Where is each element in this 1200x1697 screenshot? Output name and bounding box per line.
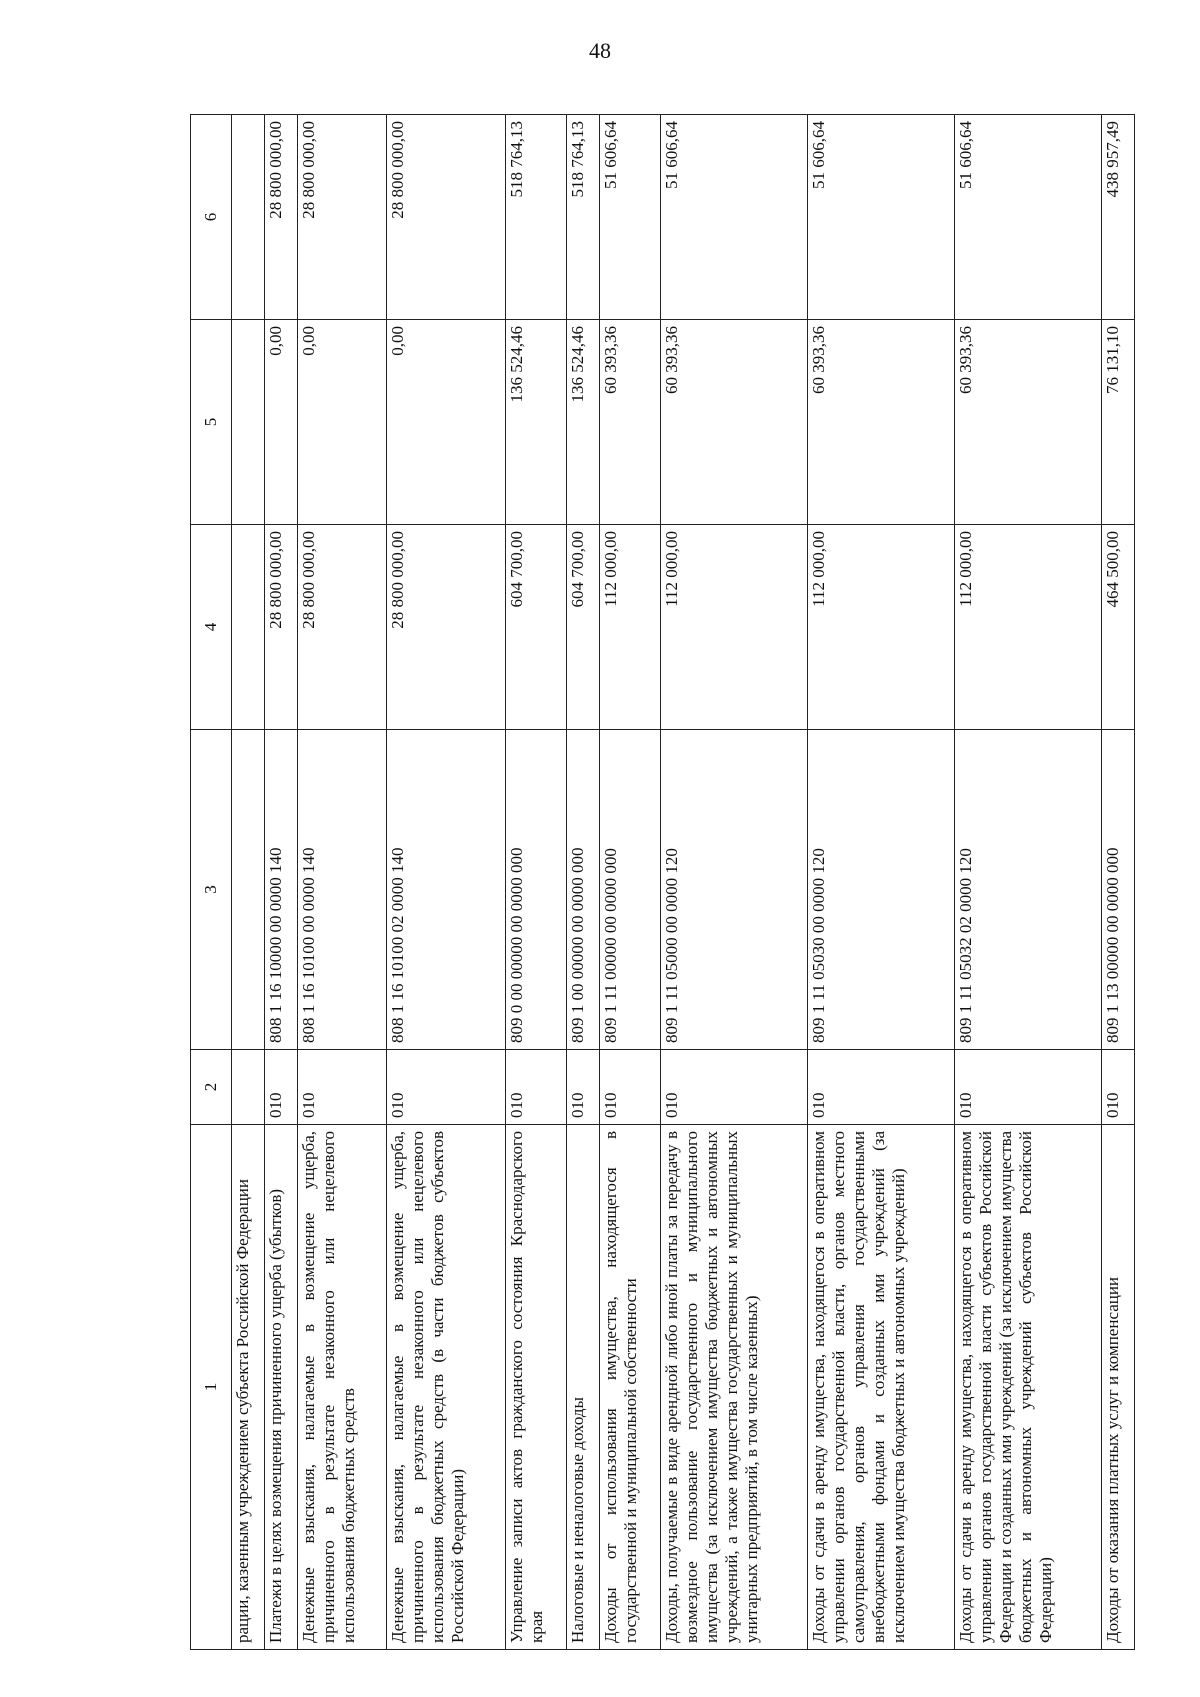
row-line-code: 010 <box>264 1050 297 1125</box>
table-row <box>232 115 265 1650</box>
row-planned <box>232 525 265 730</box>
table-row <box>661 115 808 1650</box>
table-row <box>955 115 1102 1650</box>
col-header: 1 <box>191 1125 232 1650</box>
row-executed: 60 393,36 <box>661 320 808 525</box>
table-row <box>264 115 297 1650</box>
row-executed: 136 524,46 <box>505 320 566 525</box>
row-executed: 76 131,10 <box>1102 320 1135 525</box>
row-budget-code: 809 0 00 00000 00 0000 000 <box>505 730 566 1050</box>
row-name: рации, казенным учреждением субъекта Российской Федерации <box>232 1125 265 1650</box>
row-budget-code <box>232 730 265 1050</box>
row-budget-code: 809 1 11 05032 02 0000 120 <box>955 730 1102 1050</box>
rotated-table-wrapper <box>190 115 1135 1650</box>
row-remaining: 28 800 000,00 <box>264 115 297 320</box>
row-executed: 0,00 <box>297 320 387 525</box>
row-executed: 60 393,36 <box>599 320 660 525</box>
col-header: 5 <box>191 320 232 525</box>
table-row <box>297 115 387 1650</box>
row-planned: 604 700,00 <box>505 525 566 730</box>
table-row <box>599 115 660 1650</box>
table-row <box>505 115 566 1650</box>
page-number: 48 <box>589 38 611 63</box>
row-line-code: 010 <box>661 1050 808 1125</box>
col-header: 2 <box>191 1050 232 1125</box>
row-executed: 0,00 <box>387 320 505 525</box>
row-planned: 464 500,00 <box>1102 525 1135 730</box>
row-budget-code: 809 1 11 05030 00 0000 120 <box>808 730 955 1050</box>
row-name: Доходы от сдачи в аренду имущества, находящегося в оперативном управлении органов государственной власти субъектов Российской Федерации и созданных ими учреждений (за исключением имущества бюджетных и автономных учреждений субъектов Российской Федерации) <box>955 1125 1102 1650</box>
row-planned: 604 700,00 <box>567 525 600 730</box>
row-remaining: 438 957,49 <box>1102 115 1135 320</box>
row-remaining: 51 606,64 <box>808 115 955 320</box>
row-planned: 28 800 000,00 <box>297 525 387 730</box>
row-remaining: 51 606,64 <box>599 115 660 320</box>
row-name: Доходы, получаемые в виде арендной либо иной платы за передачу в возмездное пользование государственного и муниципального имущества (за исключением имущества бюджетных и автономных учреждений, а также имущества государственных и муниципальных унитарных предприятий, в том числе казенных) <box>661 1125 808 1650</box>
row-budget-code: 808 1 16 10100 00 0000 140 <box>297 730 387 1050</box>
row-name: Налоговые и неналоговые доходы <box>567 1125 600 1650</box>
row-name: Управление записи актов гражданского состояния Краснодарского края <box>505 1125 566 1650</box>
row-budget-code: 808 1 16 10100 02 0000 140 <box>387 730 505 1050</box>
row-planned: 112 000,00 <box>808 525 955 730</box>
row-planned: 112 000,00 <box>955 525 1102 730</box>
table-row <box>567 115 600 1650</box>
row-executed: 0,00 <box>264 320 297 525</box>
row-remaining <box>232 115 265 320</box>
table-row <box>387 115 505 1650</box>
row-name: Денежные взыскания, налагаемые в возмещение ущерба, причиненного в результате незаконного или нецелевого использования бюджетных средств (в части бюджетов субъектов Российской Федерации) <box>387 1125 505 1650</box>
row-remaining: 28 800 000,00 <box>387 115 505 320</box>
table-row <box>1102 115 1135 1650</box>
row-remaining: 28 800 000,00 <box>297 115 387 320</box>
row-line-code <box>232 1050 265 1125</box>
row-line-code: 010 <box>1102 1050 1135 1125</box>
row-planned: 28 800 000,00 <box>264 525 297 730</box>
row-executed: 136 524,46 <box>567 320 600 525</box>
row-executed <box>232 320 265 525</box>
row-planned: 112 000,00 <box>661 525 808 730</box>
row-line-code: 010 <box>955 1050 1102 1125</box>
row-executed: 60 393,36 <box>808 320 955 525</box>
row-budget-code: 808 1 16 10000 00 0000 140 <box>264 730 297 1050</box>
row-executed: 60 393,36 <box>955 320 1102 525</box>
row-budget-code: 809 1 11 00000 00 0000 000 <box>599 730 660 1050</box>
row-line-code: 010 <box>808 1050 955 1125</box>
row-line-code: 010 <box>567 1050 600 1125</box>
row-remaining: 518 764,13 <box>505 115 566 320</box>
income-table <box>190 114 1135 1650</box>
row-line-code: 010 <box>387 1050 505 1125</box>
row-line-code: 010 <box>505 1050 566 1125</box>
row-budget-code: 809 1 13 00000 00 0000 000 <box>1102 730 1135 1050</box>
row-line-code: 010 <box>599 1050 660 1125</box>
row-line-code: 010 <box>297 1050 387 1125</box>
row-name: Доходы от сдачи в аренду имущества, находящегося в оперативном управлении органов государственной власти, органов местного самоуправления, органов управления государственными внебюджетными фондами и созданных ими учреждений (за исключением имущества бюджетных и автономных учреждений) <box>808 1125 955 1650</box>
col-header: 3 <box>191 730 232 1050</box>
row-name: Денежные взыскания, налагаемые в возмещение ущерба, причиненного в результате незаконного или нецелевого использования бюджетных средств <box>297 1125 387 1650</box>
table-row <box>808 115 955 1650</box>
row-planned: 28 800 000,00 <box>387 525 505 730</box>
row-remaining: 518 764,13 <box>567 115 600 320</box>
col-header: 4 <box>191 525 232 730</box>
row-name: Доходы от оказания платных услуг и компенсации <box>1102 1125 1135 1650</box>
col-header: 6 <box>191 115 232 320</box>
header-row <box>191 115 232 1650</box>
row-name: Платежи в целях возмещения причиненного ущерба (убытков) <box>264 1125 297 1650</box>
row-planned: 112 000,00 <box>599 525 660 730</box>
row-name: Доходы от использования имущества, находящегося в государственной и муниципальной собственности <box>599 1125 660 1650</box>
row-budget-code: 809 1 11 05000 00 0000 120 <box>661 730 808 1050</box>
row-remaining: 51 606,64 <box>661 115 808 320</box>
row-remaining: 51 606,64 <box>955 115 1102 320</box>
row-budget-code: 809 1 00 00000 00 0000 000 <box>567 730 600 1050</box>
